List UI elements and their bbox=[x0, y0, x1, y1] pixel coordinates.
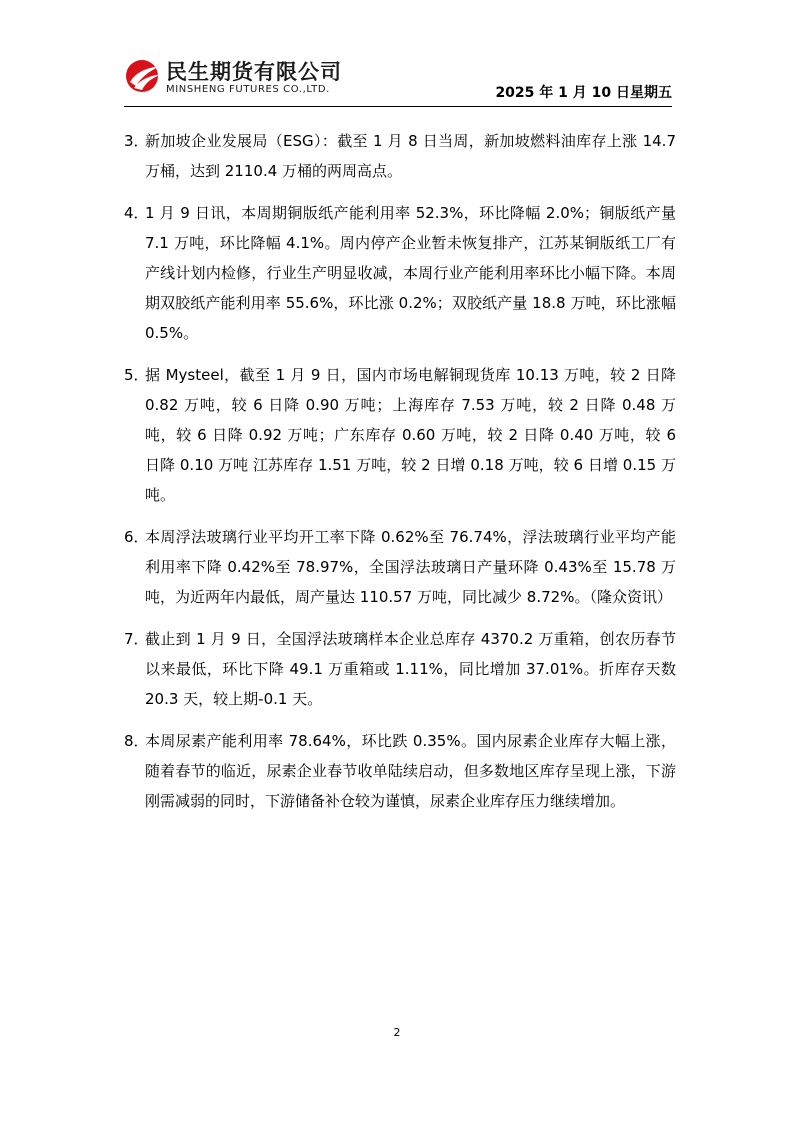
logo-english-name: MINSHENG FUTURES CO.,LTD. bbox=[166, 84, 330, 95]
news-list bbox=[124, 126, 676, 828]
item-number: 5． bbox=[124, 366, 149, 384]
item-text: 1 月 9 日讯，本周期铜版纸产能利用率 52.3%，环比降幅 2.0%；铜版纸产量 7.1 万吨，环比降幅 4.1%。周内停产企业暂未恢复排产，江苏某铜版纸工厂有产线计划内检修，行业生产明显收减，本周行业产能利用率环比小幅下降。本周期双胶纸产能利用率 55.6%，环比涨 0.2%；双胶纸产量 18.8 万吨，环比涨幅 0.5%。 bbox=[145, 204, 676, 342]
page-header bbox=[124, 54, 672, 102]
header-divider bbox=[124, 106, 672, 107]
list-item bbox=[124, 726, 676, 816]
list-item bbox=[124, 360, 676, 510]
minsheng-logo-icon bbox=[124, 58, 164, 94]
report-date: 2025 年 1 月 10 日星期五 bbox=[495, 85, 672, 101]
item-number: 8． bbox=[124, 732, 149, 750]
item-number: 3． bbox=[124, 132, 149, 150]
company-logo bbox=[124, 54, 364, 98]
item-number: 4． bbox=[124, 204, 149, 222]
page-number: 2 bbox=[393, 1026, 401, 1039]
list-item bbox=[124, 198, 676, 348]
item-text: 本周尿素产能利用率 78.64%，环比跌 0.35%。国内尿素企业库存大幅上涨，随着春节的临近，尿素企业春节收单陆续启动，但多数地区库存呈现上涨，下游刚需减弱的同时，下游储备补仓较为谨慎，尿素企业库存压力继续增加。 bbox=[145, 732, 676, 810]
item-text: 本周浮法玻璃行业平均开工率下降 0.62%至 76.74%，浮法玻璃行业平均产能利用率下降 0.42%至 78.97%，全国浮法玻璃日产量环降 0.43%至 15.78 万吨，为近两年内最低，周产量达 110.57 万吨，同比减少 8.72%。（隆众资讯） bbox=[145, 528, 676, 606]
list-item bbox=[124, 624, 676, 714]
item-text: 截止到 1 月 9 日，全国浮法玻璃样本企业总库存 4370.2 万重箱，创农历春节以来最低，环比下降 49.1 万重箱或 1.11%，同比增加 37.01%。折库存天数 20.3 天，较上期-0.1 天。 bbox=[145, 630, 676, 708]
item-number: 6． bbox=[124, 528, 149, 546]
item-number: 7． bbox=[124, 630, 149, 648]
item-text: 新加坡企业发展局（ESG）：截至 1 月 8 日当周，新加坡燃料油库存上涨 14.7 万桶，达到 2110.4 万桶的两周高点。 bbox=[145, 132, 676, 180]
list-item bbox=[124, 126, 676, 186]
item-text: 据 Mysteel，截至 1 月 9 日，国内市场电解铜现货库 10.13 万吨，较 2 日降 0.82 万吨，较 6 日降 0.90 万吨；上海库存 7.53 万吨，较 2 日降 0.48 万吨，较 6 日降 0.92 万吨；广东库存 0.60 万吨，较 2 日降 0.40 万吨，较 6 日降 0.10 万吨 江苏库存 1.51 万吨，较 2 日增 0.18 万吨，较 6 日增 0.15 万吨。 bbox=[145, 366, 676, 504]
list-item bbox=[124, 522, 676, 612]
logo-chinese-name: 民生期货有限公司 bbox=[166, 60, 342, 84]
